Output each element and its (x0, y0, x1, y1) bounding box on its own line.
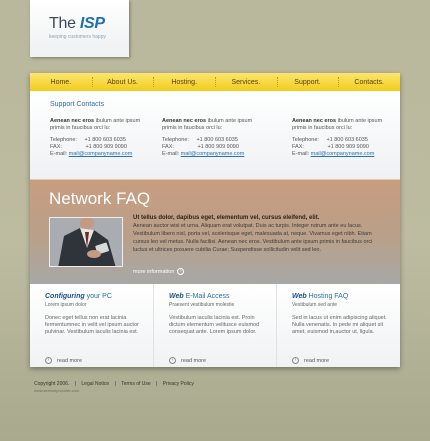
contact-telephone: Telephone: +1 800 603 6035 (292, 137, 368, 143)
nav-about-us[interactable]: About Us. (92, 73, 154, 91)
feature-text: Sed in lacus ut enim adipiscing aliquet. Nulla venenatis. In pede mi aliquet sit amet, euismod in,auctor ut, ligula. (292, 315, 387, 335)
circle-arrow-icon: › (292, 357, 299, 364)
contact-fax: FAX: +1 800 909 9090 (162, 144, 239, 150)
contact-intro: Aenean nec eros ibulum ante ipsum primis in faucibus orci lu: (162, 118, 253, 131)
footer-separator: | (74, 381, 77, 387)
email-link[interactable]: mail@companyname.com (68, 151, 133, 157)
copyright: Copyright 2006. (34, 381, 70, 387)
read-more-label: read more (304, 357, 330, 364)
support-title: Support Contacts (50, 101, 105, 108)
email-link[interactable]: mail@companyname.com (310, 151, 375, 157)
nav-home[interactable]: Home. (50, 78, 72, 86)
circle-arrow-icon: › (169, 357, 176, 364)
contact-email: E-mail: mail@companyname.com (292, 151, 375, 157)
feature-column (276, 284, 399, 367)
nav-hosting[interactable]: Hosting. (153, 73, 215, 91)
main-panel (30, 73, 400, 367)
more-information-label: more information (133, 268, 175, 275)
footer-link-privacy[interactable]: Privacy Policy (162, 381, 194, 387)
contact-fax: FAX: +1 800 909 9090 (50, 144, 127, 150)
businessman-photo (49, 217, 123, 267)
logo-title: The ISP (49, 15, 105, 32)
contact-telephone: Telephone: +1 800 603 6035 (162, 137, 238, 143)
contact-telephone: Telephone: +1 800 603 6035 (50, 137, 126, 143)
read-more-link[interactable] (45, 357, 82, 364)
read-more-link[interactable] (292, 357, 329, 364)
feature-subtitle: Vestibulum sed ante (292, 302, 338, 308)
footer-separator: | (114, 381, 116, 387)
support-contacts-section (30, 91, 400, 179)
logo-tagline: keeping customers happy (49, 34, 106, 40)
contact-fax: FAX: +1 800 909 9090 (292, 144, 369, 150)
email-link[interactable]: mail@companyname.com (180, 151, 245, 157)
contact-card (50, 118, 150, 158)
footer (34, 381, 194, 387)
nav-contacts[interactable]: Contacts. (338, 73, 400, 91)
nav-services[interactable]: Services. (215, 73, 277, 91)
logo[interactable] (30, 0, 129, 57)
circle-arrow-icon: › (45, 357, 52, 364)
footer-link-legal-notice[interactable]: Legal Notice (81, 381, 110, 387)
read-more-label: read more (181, 357, 207, 364)
footer-url: www.serviceprovider.com (34, 388, 80, 393)
faq-text: Aenean auctor wisi et urna. Aliquam erat volutpat. Duis ac turpis. Integer rutrum ante eu lacus. Vestibulum libero nisl, porta vel, scelerisque eget, malesuada at, neque. Vivamus eget nibh. Etiam cursus leo vel metus. Nulla facilisi. Aenean nec eros. Vestibulum ante ipsum primis in faucibus orci luctus et ultrices posuere cubilia Curae; Suspendisse sollicitudin velit sed leo. (133, 223, 373, 253)
circle-arrow-icon: › (177, 268, 184, 275)
contact-intro: Aenean nec eros ibulum ante ipsum primis in faucibus orci lu: (292, 118, 383, 131)
contact-email: E-mail: mail@companyname.com (162, 151, 245, 157)
feature-subtitle: Lorem ipsum dolor (45, 302, 87, 308)
faq-title: Network FAQ (49, 189, 151, 208)
feature-columns (30, 284, 400, 367)
read-more-label: read more (57, 357, 83, 364)
feature-text: Vestibulum iaculis lacinia est. Proin dictum elementum velitusce euismod consequat ante. Lorem ipsum dolor. (169, 315, 260, 335)
contact-intro: Aenean nec eros ibulum ante ipsum primis in faucibus orci lu: (50, 118, 141, 131)
network-faq-section (30, 179, 400, 284)
feature-title[interactable]: Web E-Mail Access (169, 293, 230, 300)
faq-lead: Ut tellus dolor, dapibus eget, elementum vel, cursus eleifend, elit. (133, 215, 320, 221)
faq-content (133, 214, 386, 254)
more-information-link[interactable] (133, 268, 184, 275)
main-nav (30, 73, 400, 91)
feature-subtitle: Praesent vestibulum molestie (169, 302, 235, 308)
feature-text: Donec eget tellus non erat lacinia fermentumnec in velit vel ipsum auctor pulvinar. Vestibulum iaculis lacinia est. (45, 315, 139, 335)
footer-link-terms[interactable]: Terms of Use (121, 381, 151, 387)
businessman-illustration (50, 218, 123, 267)
contact-email: E-mail: mail@companyname.com (50, 151, 133, 157)
feature-title[interactable]: Web Hosting FAQ (292, 293, 349, 300)
feature-column (30, 284, 153, 367)
feature-column (153, 284, 276, 367)
footer-separator: | (156, 381, 158, 387)
contact-card (292, 118, 392, 158)
contact-card (162, 118, 262, 158)
feature-title[interactable]: Configuring your PC (45, 293, 112, 300)
read-more-link[interactable] (169, 357, 206, 364)
nav-support[interactable]: Support. (277, 73, 339, 91)
